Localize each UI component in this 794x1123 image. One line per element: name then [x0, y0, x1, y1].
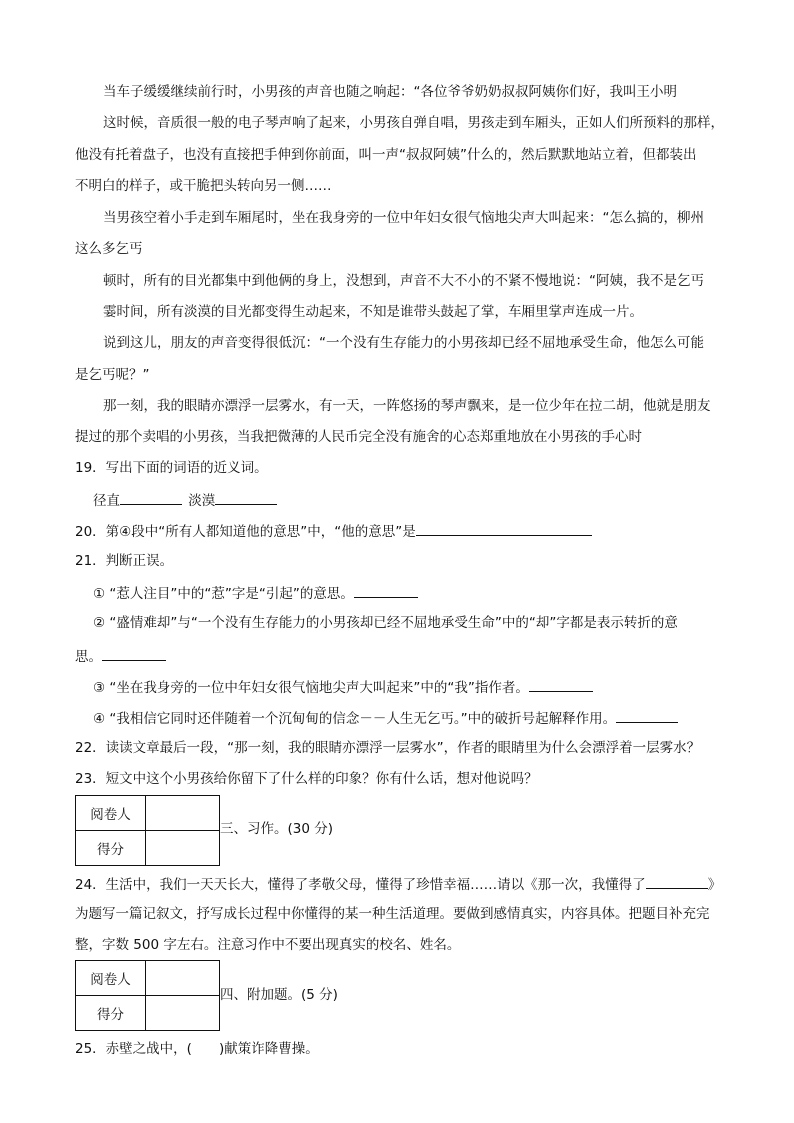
- score-box: [75, 960, 220, 1031]
- answer-blank-1[interactable]: [120, 490, 182, 505]
- item-text: 思。: [75, 649, 102, 665]
- section-3-title: 三、习作。(30 分): [220, 821, 334, 837]
- answer-blank[interactable]: [354, 583, 418, 598]
- title-blank[interactable]: [646, 874, 708, 889]
- q24-bracket: 》: [707, 877, 722, 893]
- passage-line: 霎时间，所有淡漠的目光都变得生动起来，不知是谁带头鼓起了掌，车厢里掌声连成一片。: [103, 304, 643, 320]
- passage-line: 那一刻，我的眼睛亦漂浮一层雾水，有一天，一阵悠扬的琴声飘来，是一位少年在拉二胡，他就是朋友: [103, 398, 711, 414]
- question-24-line-3: 整，字数 500 字左右。注意习作中不要出现真实的校名、姓名。: [75, 937, 461, 953]
- passage-line: 说到这儿，朋友的声音变得很低沉：“一个没有生存能力的小男孩却已经不屈地承受生命，他怎么可能: [103, 335, 704, 351]
- question-24-line-2: 为题写一篇记叙文，抒写成长过程中你懂得的某一种生活道理。要做到感情真实，内容具体。把题目补充完: [75, 906, 710, 922]
- passage-line: 提过的那个卖唱的小男孩，当我把微薄的人民币完全没有施舍的心态郑重地放在小男孩的手心时: [75, 429, 642, 445]
- q24-text: 24．生活中，我们一天天长大，懂得了孝敬父母，懂得了珍惜幸福……请以《那一次，我懂得了: [75, 877, 646, 893]
- reviewer-field[interactable]: [146, 796, 220, 831]
- item-text: ① “惹人注目”中的“惹”字是“引起”的意思。: [93, 586, 354, 602]
- word-1: 径直: [93, 493, 120, 509]
- reviewer-label: 阅卷人: [76, 961, 146, 996]
- question-25: 25．赤壁之战中，( )献策诈降曹操。: [75, 1041, 319, 1057]
- question-21-item-2: ② “盛情难却”与“一个没有生存能力的小男孩却已经不屈地承受生命”中的“却”字都是表示转折的意: [93, 615, 678, 631]
- reviewer-label: 阅卷人: [76, 796, 146, 831]
- item-text: ④ “我相信它同时还伴随着一个沉甸甸的信念－－人生无乞丐。”中的破折号起解释作用。: [93, 711, 617, 727]
- score-label: 得分: [76, 831, 146, 866]
- passage-line: 当男孩空着小手走到车厢尾时，坐在我身旁的一位中年妇女很气恼地尖声大叫起来：“怎么搞的，柳州: [103, 210, 704, 226]
- passage-line: 顿时，所有的目光都集中到他俩的身上，没想到，声音不大不小的不紧不慢地说：“阿姨，我不是乞丐: [103, 273, 704, 289]
- question-19-title: 19．写出下面的词语的近义词。: [75, 460, 268, 476]
- score-field[interactable]: [146, 831, 220, 866]
- passage-line: 这时候，音质很一般的电子琴声响了起来，小男孩自弹自唱，男孩走到车厢头，正如人们所预料的那样，: [103, 115, 724, 131]
- passage-line: 他没有托着盘子，也没有直接把手伸到你前面，叫一声“叔叔阿姨”什么的，然后默默地站立着，但都装出: [75, 147, 697, 163]
- question-23: 23．短文中这个小男孩给你留下了什么样的印象？你有什么话，想对他说吗？: [75, 771, 538, 787]
- score-box: [75, 795, 220, 866]
- passage-line: 是乞丐呢？”: [75, 367, 150, 383]
- section-4-title: 四、附加题。(5 分): [220, 987, 338, 1003]
- answer-blank[interactable]: [102, 646, 166, 661]
- score-label: 得分: [76, 996, 146, 1031]
- question-21-item-4: [93, 708, 678, 728]
- answer-blank[interactable]: [416, 521, 592, 536]
- question-21-title: 21．判断正误。: [75, 553, 174, 569]
- passage-line: 不明白的样子，或干脆把头转向另一侧……: [75, 178, 332, 194]
- question-21-item-3: [93, 677, 593, 697]
- passage-line: 这么多乞丐: [75, 241, 143, 257]
- answer-blank[interactable]: [529, 677, 593, 692]
- reviewer-field[interactable]: [146, 961, 220, 996]
- item-text: ③ “坐在我身旁的一位中年妇女很气恼地尖声大叫起来”中的“我”指作者。: [93, 680, 529, 696]
- question-24-line-1: [75, 874, 721, 894]
- question-21-item-1: [93, 583, 418, 603]
- word-2: 淡漠: [188, 493, 216, 509]
- answer-blank-2[interactable]: [215, 490, 277, 505]
- question-22: 22．读读文章最后一段，“那一刻，我的眼睛亦漂浮一层雾水”，作者的眼睛里为什么会漂浮着一层雾水？: [75, 740, 701, 756]
- question-21-item-2-cont: [75, 646, 166, 666]
- passage-line: 当车子缓缓继续前行时，小男孩的声音也随之响起：“各位爷爷奶奶叔叔阿姨你们好，我叫王小明: [103, 84, 677, 100]
- answer-blank[interactable]: [616, 708, 678, 723]
- score-field[interactable]: [146, 996, 220, 1031]
- question-20: [75, 521, 592, 541]
- question-20-text: 20．第④段中“所有人都知道他的意思”中，“他的意思”是: [75, 524, 416, 540]
- question-19-answers: [93, 490, 277, 510]
